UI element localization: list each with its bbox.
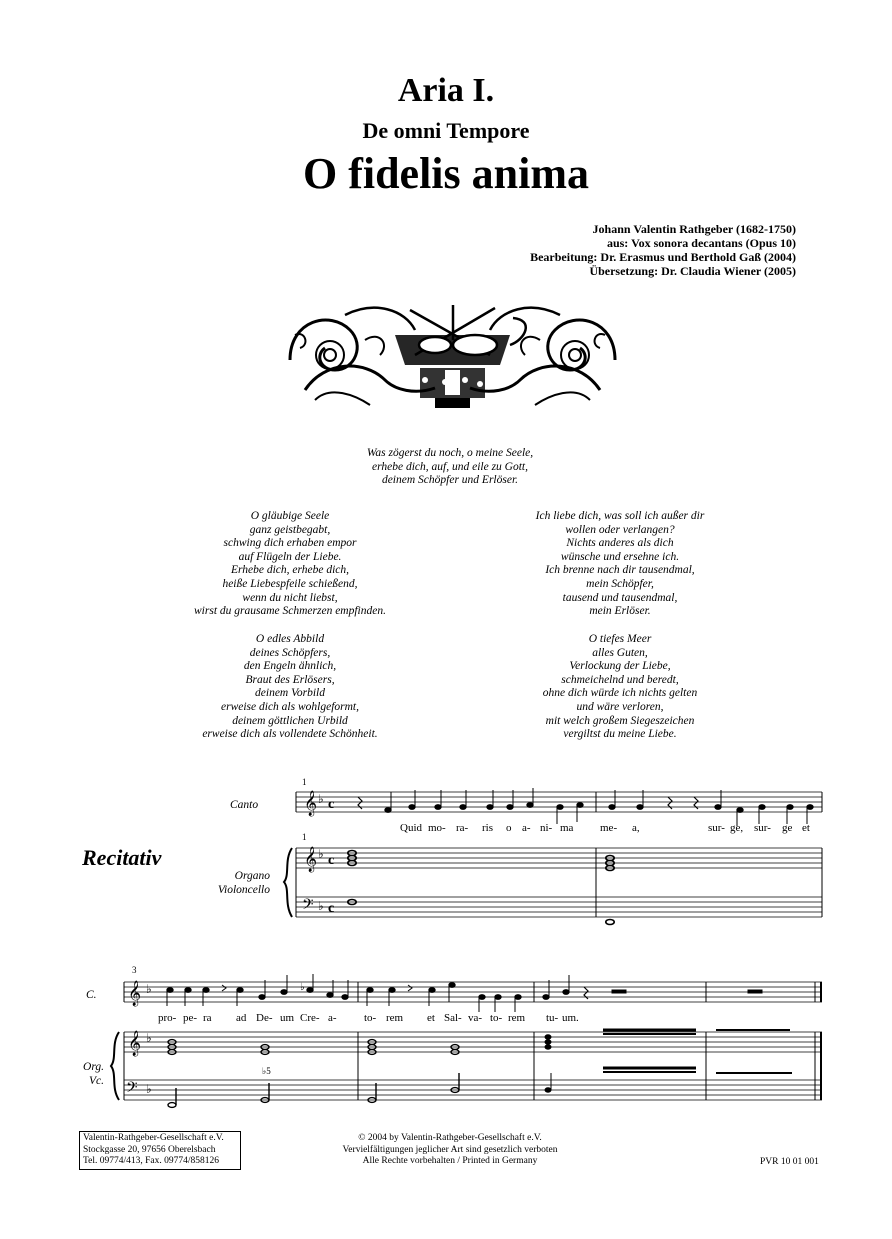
svg-text:♭: ♭ [300,982,305,993]
organo-notes-2 [168,1040,459,1108]
part-label-line: Organo [234,870,270,882]
lyric-syllable: ge, [730,822,744,834]
lyric-syllable: pro- [158,1012,177,1024]
copyright-line: Alle Rechte vorbehalten / Printed in Germany [362,1156,538,1166]
poem-line: heiße Liebespfeile schießend, [222,577,358,590]
poem-line: schwing dich erhaben empor [223,537,357,550]
poem-line: ohne dich würde ich nichts gelten [542,687,698,700]
section-label-recitativ: Recitativ [82,845,162,870]
score-system-2 [0,960,892,1120]
lyric-syllable: a- [328,1012,337,1024]
lyric-syllable: ra- [456,822,469,834]
treble-clef-icon: 𝄞 [304,790,318,815]
score-system-1 [0,770,892,930]
organo-chords-1 [348,851,614,925]
poem-stanza-right-1 [470,510,770,619]
poem-line: deinem Schöpfer und Erlöser. [381,474,519,487]
lyric-syllable: me- [600,822,618,834]
flat-icon: ♭ [318,792,324,806]
piece-title: O fidelis anima [302,149,590,198]
lyric-syllable: a, [632,822,640,834]
aria-subtitle: De omni Tempore [362,118,530,143]
lyric-syllable: ris [482,822,493,834]
lyric-syllable: to- [490,1012,503,1024]
treble-clef-icon: 𝄞 [128,980,142,1005]
part-label-line: Violoncello [217,884,270,896]
credits-block [530,222,796,278]
publisher-line: Tel. 09774/413, Fax. 09774/858126 [83,1156,220,1166]
poem-line: wollen oder verlangen? [565,523,675,536]
poem-line: Verlockung der Liebe, [569,660,671,673]
publisher-line: Valentin-Rathgeber-Gesellschaft e.V. [83,1133,224,1143]
catalog-number: PVR 10 01 001 [760,1157,819,1167]
source-credit: aus: Vox sonora decantans (Opus 10) [606,236,796,250]
poem-line: ganz geistbegabt, [249,523,331,536]
poem-line: wenn du nicht liebst, [242,591,338,604]
poem-line: wirst du grausame Schmerzen empfinden. [194,605,386,618]
part-label-canto: Canto [230,799,259,811]
lyric-syllable: ad [236,1012,247,1024]
lyric-syllable: va- [468,1012,483,1024]
poem-line: auf Flügeln der Liebe. [238,550,342,563]
bass-clef-icon: 𝄢 [126,1079,138,1099]
organo-running-notes-2 [545,1030,792,1092]
lyric-syllable: rem [508,1012,526,1024]
poem-line: O tiefes Meer [588,633,652,645]
brace-icon [111,1032,119,1100]
poem-line: deinem Vorbild [255,687,325,700]
poem-line: erhebe dich, auf, und eile zu Gott, [372,460,528,473]
poem-intro [330,447,570,488]
figured-bass: ♭5 [262,1066,271,1076]
lyric-syllable: um. [562,1012,579,1024]
copyright-line: Vervielfältigungen jeglicher Art sind gesetzlich verboten [342,1144,558,1155]
flat-icon: ♭ [146,1031,152,1045]
poem-line: den Engeln ähnlich, [243,660,337,673]
lyric-syllable: pe- [183,1012,198,1024]
lyric-syllable: ni- [540,822,553,834]
poem-line: Braut des Erlösers, [245,673,335,686]
poem-line: alles Guten, [592,646,648,659]
poem-line: Erhebe dich, erhebe dich, [230,564,350,577]
translation-credit: Übersetzung: Dr. Claudia Wiener (2005) [589,264,796,278]
lyric-syllable: mo- [428,822,446,834]
brace-icon [284,848,292,917]
ornamental-vignette-icon [285,300,620,410]
poem-line: Ich brenne nach dir tausendmal, [545,564,695,577]
lyric-syllable: ra [203,1012,212,1024]
lyric-syllable: ge [782,822,793,834]
lyric-syllable: et [802,822,810,834]
copyright-line: © 2004 by Valentin-Rathgeber-Gesellschaft e.V. [358,1133,542,1143]
staff-organo-bass-1 [296,897,822,917]
lyric-syllable: Sal- [444,1012,462,1024]
canto-notes-2 [167,974,762,1012]
lyric-syllable: rem [386,1012,404,1024]
staff-organo-treble-2 [124,1032,822,1052]
treble-clef-icon: 𝄞 [128,1030,142,1055]
treble-clef-icon: 𝄞 [304,846,318,871]
lyric-syllable: De- [256,1012,273,1024]
flat-icon: ♭ [146,1082,152,1096]
lyric-syllable: et [427,1012,435,1024]
publisher-address-box [79,1131,241,1170]
measure-number: 3 [132,965,137,975]
poem-line: O gläubige Seele [250,510,330,522]
staff-organo-treble-1 [296,848,822,868]
lyric-syllable: ma [560,822,574,834]
poem-line: deines Schöpfers, [249,646,331,659]
lyric-syllable: sur- [708,822,725,834]
lyric-syllable: o [506,822,512,834]
flat-icon: ♭ [318,899,324,913]
common-time-icon: c [328,853,335,868]
poem-line: und wäre verloren, [576,700,664,713]
poem-line: wünsche und ersehne ich. [560,550,680,563]
part-label-line: Org. [83,1061,104,1073]
aria-title: Aria I. [397,72,495,109]
poem-line: mit welch großem Siegeszeichen [545,714,695,727]
poem-line: Nichts anderes als dich [566,537,674,550]
lyric-syllable: tu- [546,1012,559,1024]
composer-credit: Johann Valentin Rathgeber (1682-1750) [592,222,796,236]
arrangement-credit: Bearbeitung: Dr. Erasmus und Berthold Gaß (2004) [530,250,796,264]
poem-line: tausend und tausendmal, [562,591,678,604]
poem-line: erweise dich als vollendete Schönheit. [202,728,378,741]
poem-line: deinem göttlichen Urbild [232,714,348,727]
poem-line: Was zögerst du noch, o meine Seele, [366,447,534,459]
part-label-c: C. [86,989,97,1001]
common-time-icon: c [328,797,335,812]
lyric-syllable: Quid [400,822,422,834]
staff-organo-bass-2 [124,1080,822,1100]
lyric-syllable: Cre- [300,1012,320,1024]
bass-clef-icon: 𝄢 [302,896,314,916]
poem-line: erweise dich als wohlgeformt, [221,700,359,713]
poem-stanza-left-2 [140,633,440,742]
flat-icon: ♭ [318,847,324,861]
measure-number: 1 [302,832,307,842]
poem-line: mein Erlöser. [589,605,651,618]
lyric-syllable: to- [364,1012,377,1024]
publisher-line: Stockgasse 20, 97656 Oberelsbach [83,1144,216,1155]
lyric-syllable: a- [522,822,531,834]
flat-icon: ♭ [146,982,152,996]
lyric-syllable: um [280,1012,295,1024]
common-time-icon: c [328,901,335,916]
copyright-notice [300,1133,600,1168]
poem-line: schmeichelnd und beredt, [561,673,679,686]
poem-stanza-right-2 [470,633,770,742]
poem-line: O edles Abbild [255,633,325,645]
poem-stanza-left-1 [140,510,440,619]
staff-canto-2 [124,982,822,1002]
part-label-line: Vc. [88,1075,104,1087]
lyric-syllable: sur- [754,822,771,834]
poem-line: vergiltst du meine Liebe. [563,728,677,741]
measure-number: 1 [302,777,307,787]
poem-line: mein Schöpfer, [586,577,654,590]
poem-line: Ich liebe dich, was soll ich außer dir [535,510,705,522]
